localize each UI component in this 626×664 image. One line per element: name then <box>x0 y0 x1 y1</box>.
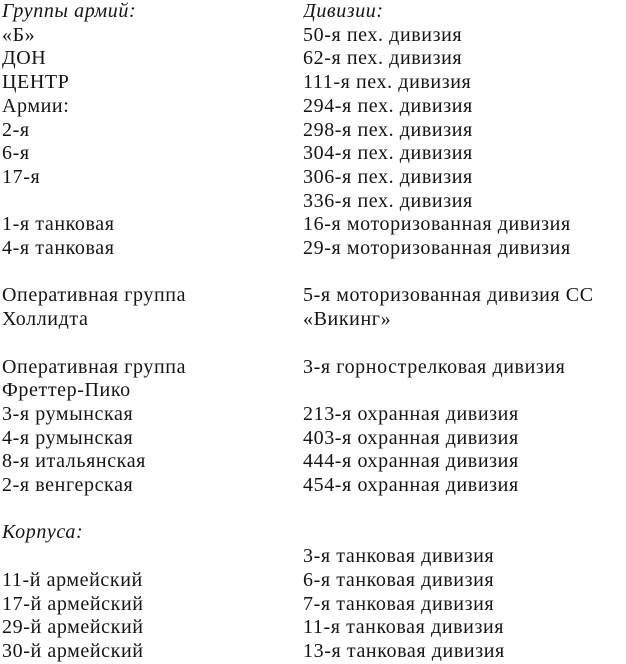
table-row <box>0 427 626 451</box>
army-group-cell: 2-я венгерская <box>2 474 134 497</box>
table-row <box>0 332 626 356</box>
division-cell: 6-я танковая дивизия <box>303 568 495 591</box>
division-cell: 304-я пех. дивизия <box>303 142 473 165</box>
army-group-cell: 30-й армейский <box>2 639 144 662</box>
division-cell: 50-я пех. дивизия <box>303 23 463 46</box>
army-group-cell: 3-я румынская <box>2 402 134 425</box>
table-row <box>0 237 626 261</box>
army-group-cell: Армии: <box>2 94 70 117</box>
table-row <box>0 403 626 427</box>
table-row <box>0 0 626 24</box>
division-cell: 213-я охранная дивизия <box>303 402 519 425</box>
army-group-cell: 17-я <box>2 165 41 188</box>
army-group-cell: Оперативная группа <box>2 355 187 378</box>
table-row <box>0 24 626 48</box>
army-group-cell: 4-я танковая <box>2 237 115 260</box>
army-group-cell: Фреттер-Пико <box>2 379 131 402</box>
division-cell: 111-я пех. дивизия <box>303 71 472 94</box>
table-row <box>0 356 626 380</box>
army-group-cell: Корпуса: <box>2 521 84 544</box>
table-row <box>0 213 626 237</box>
table-row <box>0 379 626 403</box>
division-cell: 3-я танковая дивизия <box>303 545 495 568</box>
division-cell: 29-я моторизованная дивизия <box>303 237 571 260</box>
division-cell: 5-я моторизованная дивизия СС <box>303 284 594 307</box>
army-group-cell: ЦЕНТР <box>2 71 70 94</box>
division-cell: 454-я охранная дивизия <box>303 474 519 497</box>
division-cell: 11-я танковая дивизия <box>303 616 505 639</box>
army-group-cell: Оперативная группа <box>2 284 187 307</box>
table-row <box>0 498 626 522</box>
table-row <box>0 142 626 166</box>
army-group-cell: 1-я танковая <box>2 213 115 236</box>
division-cell: 298-я пех. дивизия <box>303 118 473 141</box>
army-group-cell: 2-я <box>2 118 30 141</box>
table-row <box>0 261 626 285</box>
table-row <box>0 190 626 214</box>
table-row <box>0 616 626 640</box>
division-cell: 444-я охранная дивизия <box>303 450 519 473</box>
table-row <box>0 119 626 143</box>
army-group-cell: 8-я итальянская <box>2 450 146 473</box>
division-cell: «Викинг» <box>303 308 392 331</box>
table-row <box>0 593 626 617</box>
division-cell: 403-я охранная дивизия <box>303 426 519 449</box>
division-cell: 336-я пех. дивизия <box>303 189 473 212</box>
table-row <box>0 95 626 119</box>
division-cell: 3-я горнострелковая дивизия <box>303 355 566 378</box>
table-row <box>0 569 626 593</box>
army-group-cell: 4-я румынская <box>2 426 134 449</box>
army-group-cell: Группы армий: <box>2 0 137 22</box>
table-row <box>0 71 626 95</box>
division-cell: 16-я моторизованная дивизия <box>303 213 571 236</box>
army-group-cell: 29-й армейский <box>2 616 144 639</box>
table-row <box>0 474 626 498</box>
table-row <box>0 450 626 474</box>
division-cell: 13-я танковая дивизия <box>303 639 505 662</box>
table-row <box>0 640 626 664</box>
table-row <box>0 284 626 308</box>
table-row <box>0 47 626 71</box>
army-group-cell: 17-й армейский <box>2 592 144 615</box>
army-group-cell: 6-я <box>2 142 30 165</box>
division-cell: 294-я пех. дивизия <box>303 94 473 117</box>
army-group-cell: Холлидта <box>2 308 89 331</box>
table-row <box>0 521 626 545</box>
division-cell: 62-я пех. дивизия <box>303 47 463 70</box>
division-cell: Дивизии: <box>303 0 384 22</box>
table-row <box>0 545 626 569</box>
table-row <box>0 166 626 190</box>
army-group-cell: 11-й армейский <box>2 568 143 591</box>
division-cell: 7-я танковая дивизия <box>303 592 495 615</box>
army-group-cell: ДОН <box>2 47 47 70</box>
division-cell: 306-я пех. дивизия <box>303 165 473 188</box>
army-group-cell: «Б» <box>2 23 36 46</box>
table-row <box>0 308 626 332</box>
